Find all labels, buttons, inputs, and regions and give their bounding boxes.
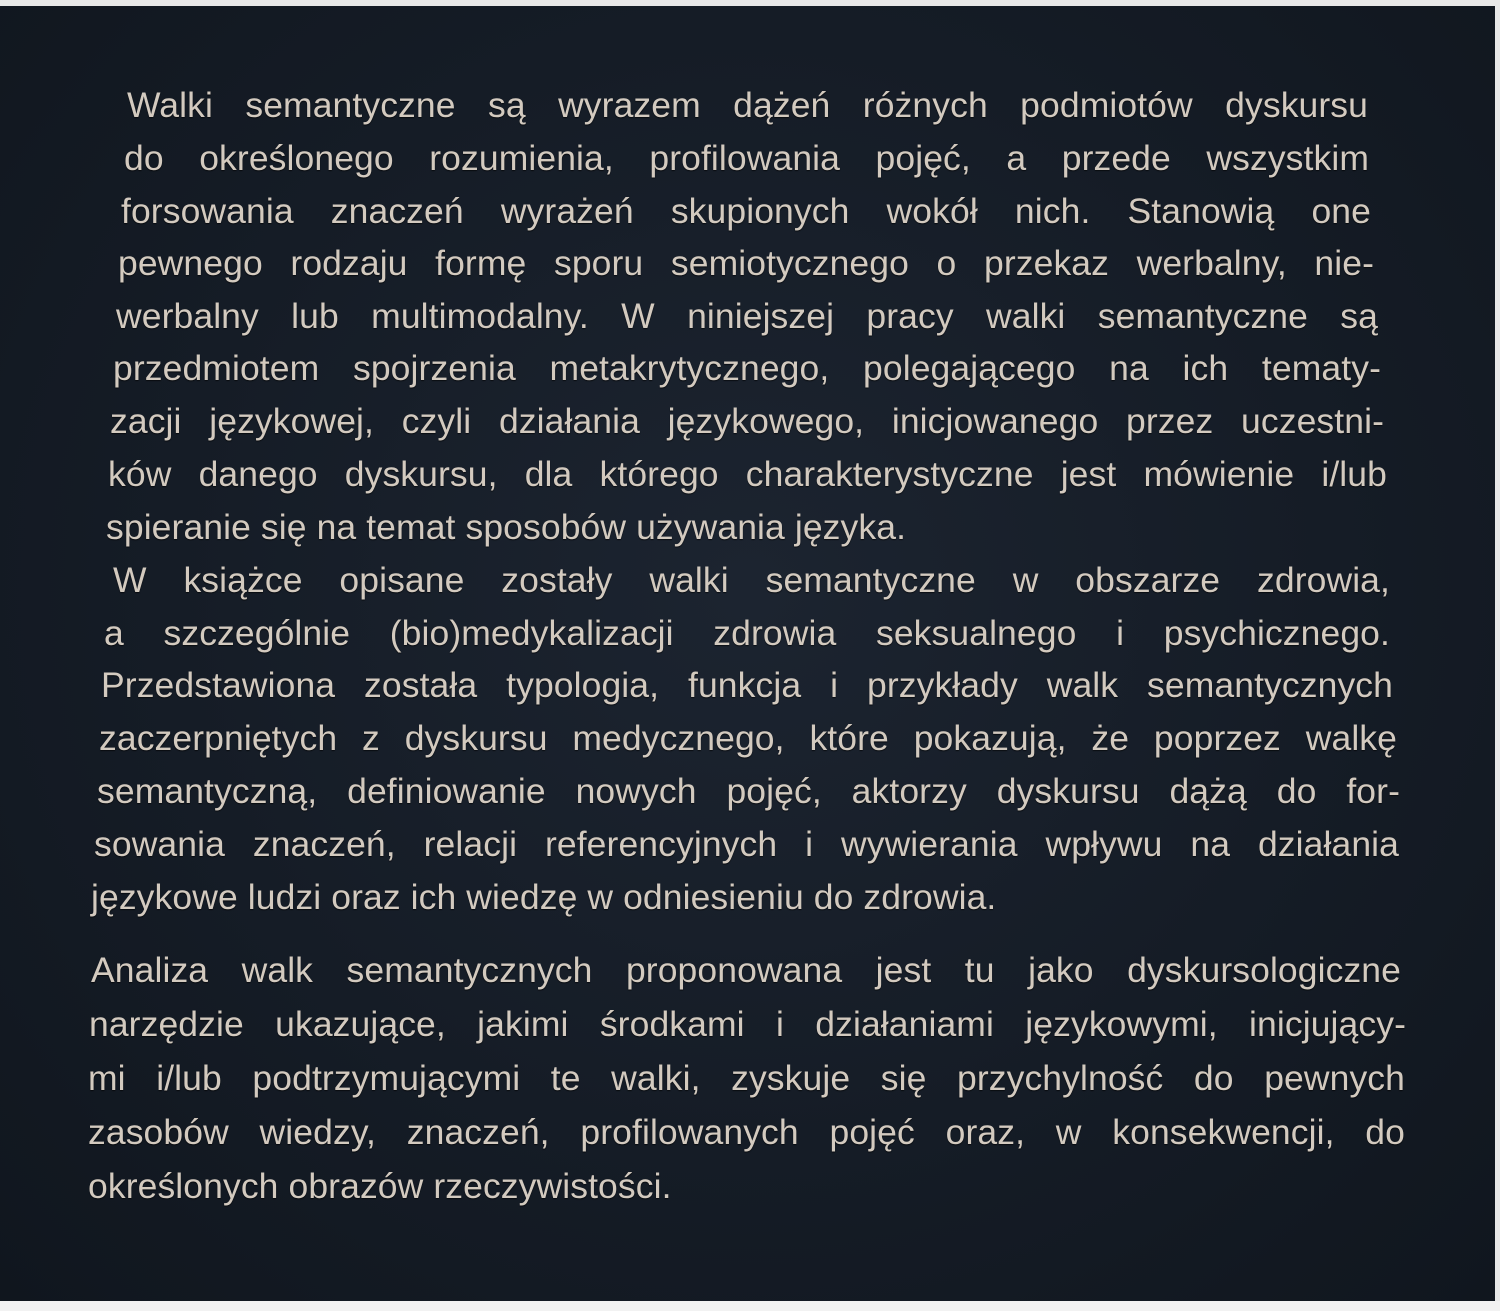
- blurb-line: semantyczną, definiowanie nowych pojęć, aktorzy dyskursu dążą do for-: [97, 771, 1400, 811]
- blurb-line: pewnego rodzaju formę sporu semiotycznego o przekaz werbalny, nie-: [118, 243, 1374, 283]
- blurb-line: do określonego rozumienia, profilowania pojęć, a przede wszystkim: [124, 138, 1369, 178]
- blurb-line: zasobów wiedzy, znaczeń, profilowanych pojęć oraz, w konsekwencji, do: [88, 1112, 1405, 1152]
- blurb-line: werbalny lub multimodalny. W niniejszej pracy walki semantyczne są: [116, 296, 1378, 336]
- blurb-line: spieranie się na temat sposobów używania języka.: [106, 507, 907, 547]
- blurb-line: mi i/lub podtrzymującymi te walki, zyskuje się przychylność do pewnych: [88, 1058, 1405, 1098]
- blurb-line: forsowania znaczeń wyrażeń skupionych wokół nich. Stanowią one: [121, 191, 1371, 231]
- blurb-line: ków danego dyskursu, dla którego charakterystyczne jest mówienie i/lub: [108, 454, 1387, 494]
- blurb-line: przedmiotem spojrzenia metakrytycznego, polegającego na ich tematy-: [113, 348, 1381, 388]
- blurb-line: Analiza walk semantycznych proponowana jest tu jako dyskursologiczne: [91, 950, 1401, 990]
- blurb-line: językowe ludzi oraz ich wiedzę w odniesieniu do zdrowia.: [91, 877, 997, 917]
- blurb-line: zaczerpniętych z dyskursu medycznego, które pokazują, że poprzez walkę: [99, 718, 1397, 758]
- blurb-line: W książce opisane zostały walki semantyczne w obszarze zdrowia,: [113, 560, 1390, 600]
- blurb-line: Walki semantyczne są wyrazem dążeń różnych podmiotów dyskursu: [127, 85, 1368, 125]
- blurb-line: określonych obrazów rzeczywistości.: [88, 1166, 672, 1206]
- blurb-line: sowania znaczeń, relacji referencyjnych i wywierania wpływu na działania: [94, 824, 1399, 864]
- blurb-line: zacji językowej, czyli działania językowego, inicjowanego przez uczestni-: [110, 401, 1384, 441]
- blurb-line: Przedstawiona została typologia, funkcja i przykłady walk semantycznych: [101, 665, 1393, 705]
- blurb-line: a szczególnie (bio)medykalizacji zdrowia seksualnego i psychicznego.: [104, 613, 1390, 653]
- blurb-line: narzędzie ukazujące, jakimi środkami i działaniami językowymi, inicjujący-: [89, 1004, 1406, 1044]
